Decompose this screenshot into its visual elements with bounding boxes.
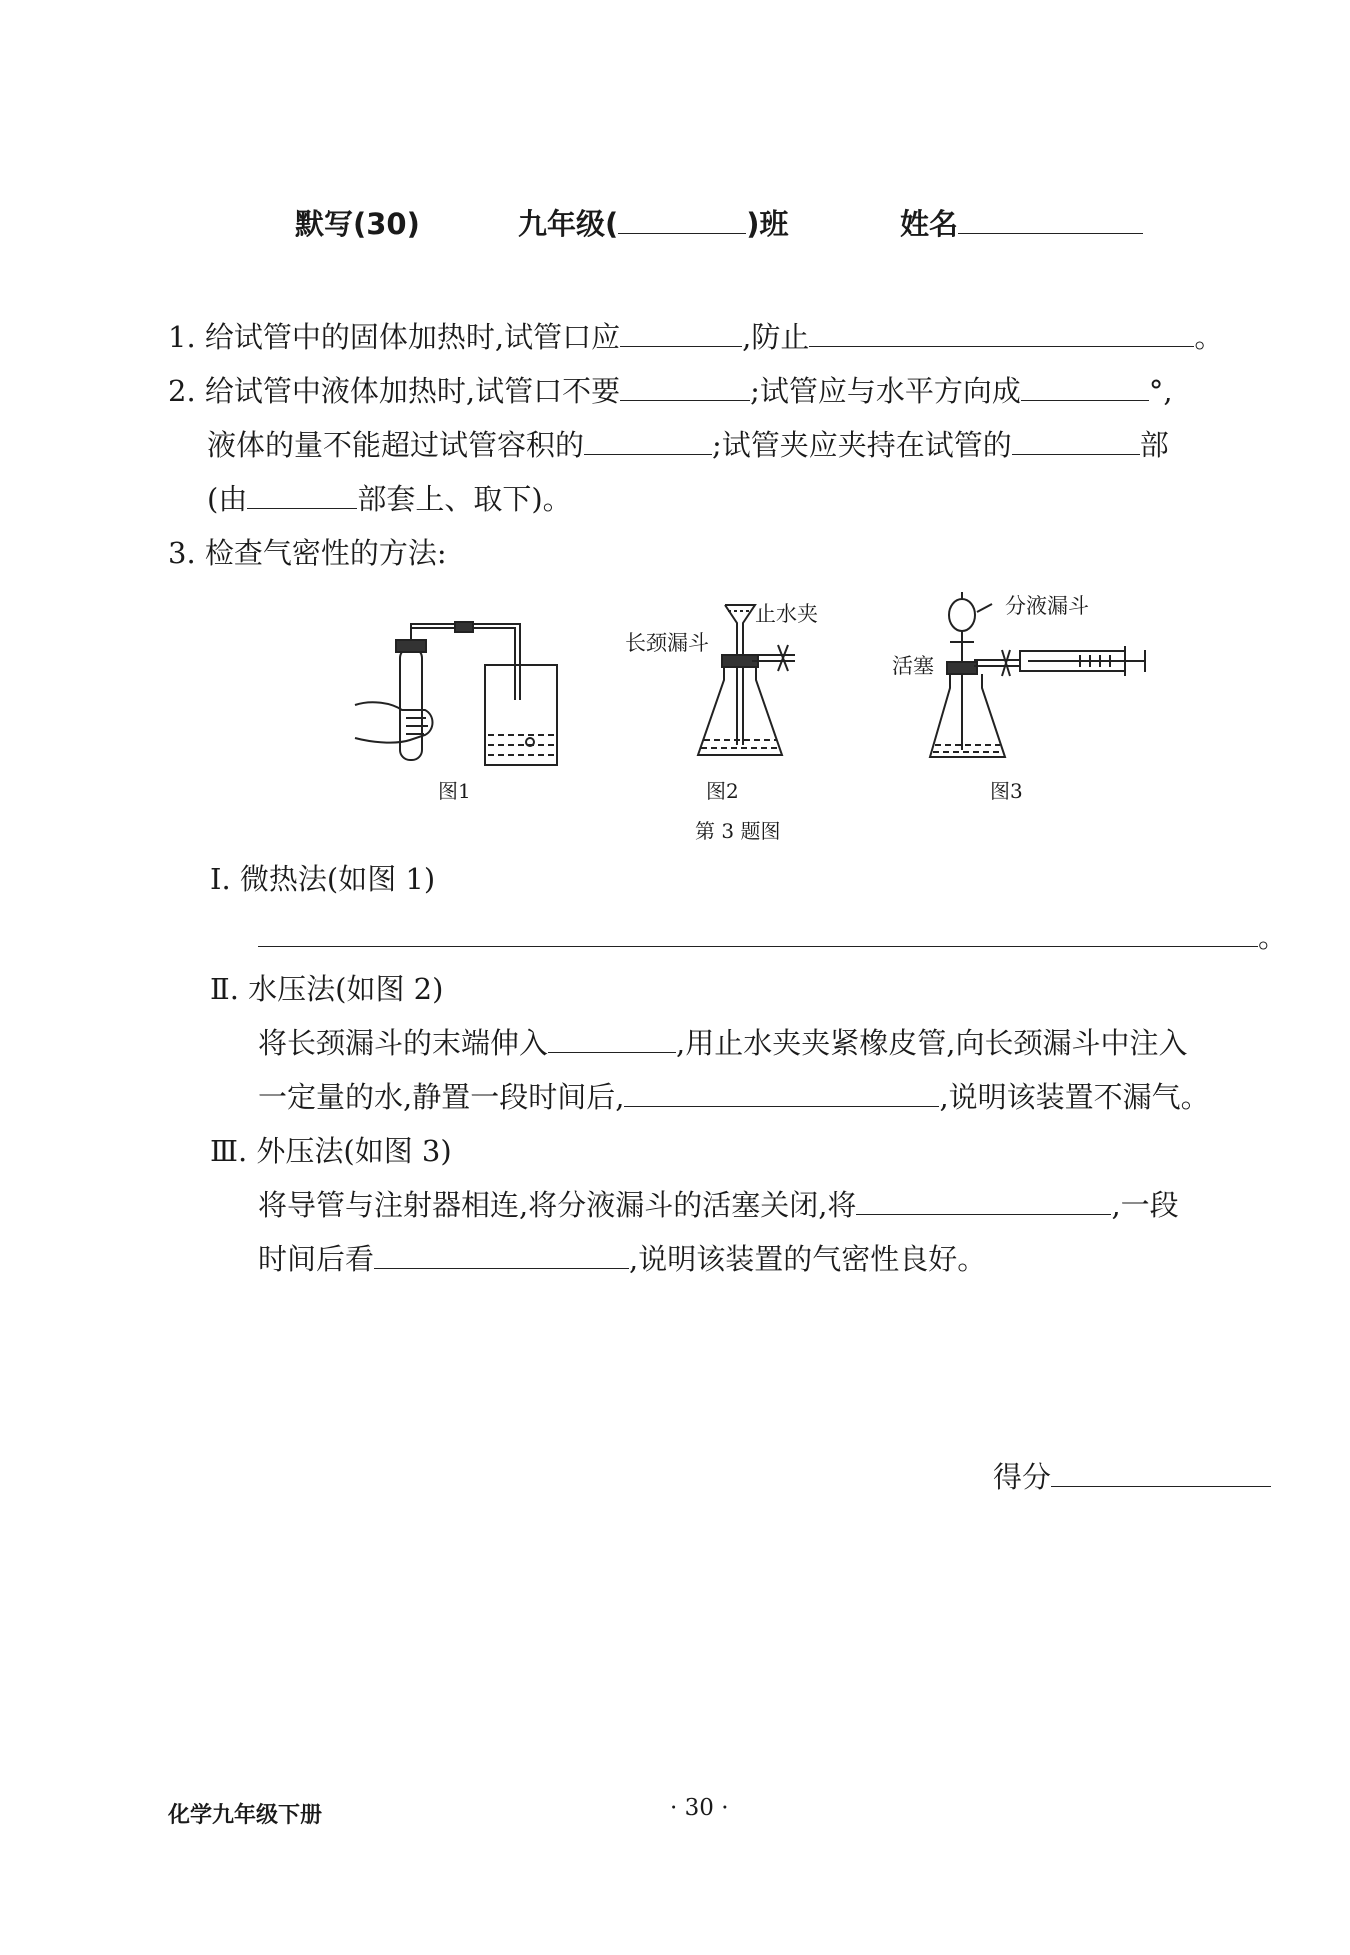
blank-q2-3[interactable] bbox=[584, 428, 712, 455]
method-2-title: Ⅱ. 水压法(如图 2) bbox=[210, 972, 444, 1006]
score-line: 得分 bbox=[993, 1455, 1271, 1496]
class-blank[interactable] bbox=[618, 207, 746, 234]
blank-q2-2[interactable] bbox=[1021, 374, 1149, 401]
question-2-line-3: (由 部套上、取下)。 bbox=[207, 482, 572, 516]
question-3-title: 3. 检查气密性的方法: bbox=[168, 536, 447, 570]
score-blank[interactable] bbox=[1051, 1460, 1271, 1487]
label-separatory-funnel: 分液漏斗 bbox=[1005, 594, 1089, 618]
blank-q2-4[interactable] bbox=[1012, 428, 1140, 455]
method-3-title: Ⅲ. 外压法(如图 3) bbox=[210, 1134, 452, 1168]
blank-m3-2[interactable] bbox=[374, 1242, 629, 1269]
blank-q1-1[interactable] bbox=[620, 320, 742, 347]
blank-m2-2[interactable] bbox=[624, 1080, 939, 1107]
blank-m3-1[interactable] bbox=[856, 1188, 1111, 1215]
blank-m2-1[interactable] bbox=[548, 1026, 676, 1053]
method-2-line-2: 一定量的水,静置一段时间后, ,说明该装置不漏气。 bbox=[258, 1080, 1210, 1114]
method-1-title: Ⅰ. 微热法(如图 1) bbox=[210, 862, 436, 896]
caption-fig-1: 图1 bbox=[438, 779, 471, 803]
footer-book-title: 化学九年级下册 bbox=[168, 1803, 323, 1828]
name-blank[interactable] bbox=[958, 207, 1143, 234]
question-2-line-1: 2. 给试管中液体加热时,试管口不要 ;试管应与水平方向成 °, bbox=[168, 374, 1173, 408]
figure-caption: 第 3 题图 bbox=[695, 819, 781, 843]
grade-label: 九年级( )班 bbox=[518, 207, 789, 241]
question-2-line-2: 液体的量不能超过试管容积的 ;试管夹应夹持在试管的 部 bbox=[207, 428, 1169, 462]
footer-page-number: · 30 · bbox=[670, 1795, 729, 1821]
blank-q1-2[interactable] bbox=[809, 320, 1194, 347]
label-long-neck-funnel: 长颈漏斗 bbox=[625, 631, 709, 655]
method-2-line-1: 将长颈漏斗的末端伸入 ,用止水夹夹紧橡皮管,向长颈漏斗中注入 bbox=[258, 1026, 1188, 1060]
blank-q2-5[interactable] bbox=[247, 482, 357, 509]
caption-fig-3: 图3 bbox=[990, 779, 1023, 803]
caption-fig-2: 图2 bbox=[706, 779, 739, 803]
blank-m1[interactable] bbox=[258, 920, 1258, 947]
method-3-line-2: 时间后看 ,说明该装置的气密性良好。 bbox=[258, 1242, 987, 1276]
question-1: 1. 给试管中的固体加热时,试管口应 ,防止 。 bbox=[168, 320, 1224, 354]
label-water-clamp: 止水夹 bbox=[755, 602, 818, 626]
name-label: 姓名 bbox=[900, 202, 1143, 243]
title: 默写(30) bbox=[295, 207, 420, 241]
label-stopcock: 活塞 bbox=[892, 654, 934, 678]
figure-1-diagram bbox=[350, 610, 570, 780]
method-3-line-1: 将导管与注射器相连,将分液漏斗的活塞关闭,将 ,一段 bbox=[258, 1188, 1179, 1222]
blank-q2-1[interactable] bbox=[620, 374, 750, 401]
method-1-answer-line: 。 bbox=[258, 915, 1287, 956]
